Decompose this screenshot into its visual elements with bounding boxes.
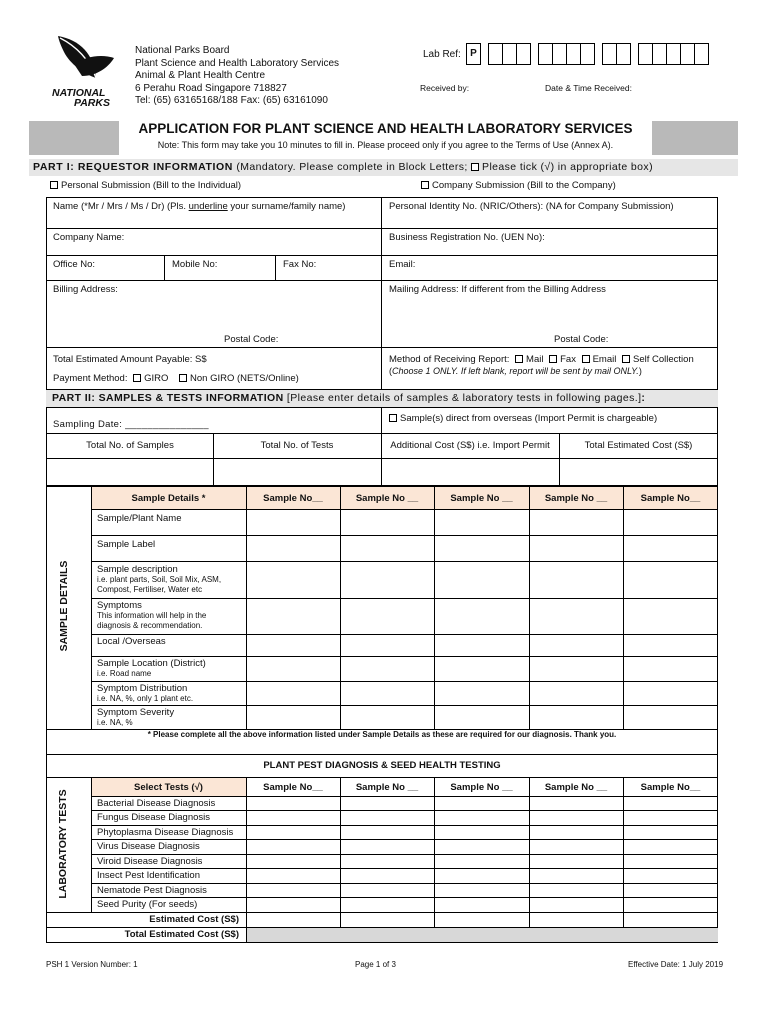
lab-ref-box[interactable]: [552, 43, 567, 65]
lab-ref-box[interactable]: [538, 43, 553, 65]
lab-sample-no-col-1: Sample No__: [263, 782, 323, 793]
test-row-virus: Virus Disease Diagnosis: [97, 841, 200, 852]
title-band-right: [652, 121, 738, 155]
total-cost-shade: [246, 927, 718, 942]
title-band-left: [29, 121, 119, 155]
row-title: Symptoms: [97, 600, 142, 611]
name-field[interactable]: [53, 201, 345, 212]
sample-details-side-label: SAMPLE DETAILS: [58, 560, 70, 652]
total-cost-input[interactable]: [560, 459, 717, 485]
email-label: Email:: [389, 259, 416, 270]
mailing-address-field[interactable]: [389, 284, 606, 295]
additional-cost-header: Additional Cost (S$) i.e. Import Permit: [390, 440, 550, 451]
non-giro-checkbox[interactable]: [179, 374, 187, 382]
org-line: Tel: (65) 63165168/188 Fax: (65) 63161090: [135, 95, 328, 107]
lab-ref-box[interactable]: [638, 43, 653, 65]
test-row-nematode: Nematode Pest Diagnosis: [97, 885, 207, 896]
personal-submission-option[interactable]: [50, 180, 241, 191]
uen-label: Business Registration No. (UEN No):: [389, 232, 545, 243]
checkbox-icon: [471, 163, 479, 171]
report-method-row: [389, 354, 694, 365]
organization-address: [135, 45, 339, 108]
office-no-label: Office No:: [53, 259, 96, 270]
form-note: Note: This form may take you 10 minutes to fill in. Please proceed only if you agree to the Terms of Use (Annex A).: [157, 140, 614, 150]
giro-label: GIRO: [144, 373, 169, 384]
footer-version: PSH 1 Version Number: 1: [46, 960, 138, 969]
row-hint: This information will help in the: [97, 611, 207, 620]
lab-ref-prefix-box: P: [466, 43, 481, 65]
nric-label: Personal Identity No. (NRIC/Others): (NA for Company Submission): [389, 201, 674, 212]
sampling-date-field[interactable]: Sampling Date: _______________: [53, 419, 209, 430]
symptom-distribution-label: [97, 683, 193, 704]
total-payable-label: Total Estimated Amount Payable: S$: [53, 354, 207, 365]
org-line: Plant Science and Health Laboratory Services: [135, 57, 340, 69]
total-estimated-cost-label: Total Estimated Cost (S$): [124, 929, 239, 940]
sample-no-col-4: Sample No __: [544, 493, 608, 504]
lab-sample-no-col-4: Sample No __: [544, 782, 608, 793]
lab-sample-no-col-3: Sample No __: [450, 782, 513, 793]
row-hint: i.e. plant parts, Soil, Soil Mix, ASM,: [97, 575, 222, 584]
lab-ref-box[interactable]: [602, 43, 617, 65]
lab-sample-no-col-2: Sample No __: [355, 782, 419, 793]
lab-ref-box[interactable]: [666, 43, 681, 65]
svg-text:NATIONAL: NATIONAL: [52, 87, 106, 99]
self-collection-label: Self Collection: [633, 354, 694, 365]
personal-submission-label: Personal Submission (Bill to the Individual): [61, 180, 242, 191]
part2-heading-bar: [46, 390, 718, 407]
payment-method-label: Payment Method:: [53, 373, 128, 384]
part2-heading: PART II: SAMPLES & TESTS INFORMATION: [52, 392, 284, 404]
overseas-label: Sample(s) direct from overseas (Import Permit is chargeable): [400, 413, 658, 424]
row-hint: diagnosis & recommendation.: [97, 620, 203, 630]
row-hint: Compost, Fertiliser, Water etc: [97, 584, 203, 594]
additional-cost-input[interactable]: [382, 459, 559, 485]
billing-postal-code-label: Postal Code:: [224, 334, 279, 345]
org-line: National Parks Board: [135, 45, 230, 56]
email-option-label: Email: [592, 354, 617, 365]
part2-instruction: [Please enter details of samples & laboratory tests in following pages.]: [286, 392, 642, 404]
lab-ref-box[interactable]: [580, 43, 595, 65]
lab-ref-box[interactable]: [652, 43, 667, 65]
billing-address-label: Billing Address:: [53, 284, 118, 295]
test-row-bacterial: Bacterial Disease Diagnosis: [97, 798, 216, 809]
lab-ref-box[interactable]: [516, 43, 531, 65]
report-note-close: ): [638, 366, 642, 376]
symptoms-label: [97, 600, 206, 630]
row-title: Symptom Severity: [97, 707, 175, 718]
select-tests-header: Select Tests (√): [134, 782, 203, 793]
row-hint: i.e. NA, %: [97, 718, 133, 727]
mail-label: Mail: [526, 354, 544, 365]
row-hint: i.e. Road name: [97, 669, 152, 678]
part1-instruction-tick: Please tick (√) in appropriate box): [482, 161, 653, 173]
lab-ref-box[interactable]: [566, 43, 581, 65]
fax-no-field[interactable]: [283, 259, 316, 270]
email-field[interactable]: [389, 259, 415, 270]
name-label-underline: underline: [188, 201, 228, 212]
row-title: Sample description: [97, 564, 178, 575]
billing-address-field[interactable]: [53, 284, 118, 295]
sample-label-label: Sample Label: [97, 539, 156, 550]
giro-checkbox[interactable]: [133, 374, 141, 382]
total-cost-header: Total Estimated Cost (S$): [584, 440, 693, 451]
form-title: APPLICATION FOR PLANT SCIENCE AND HEALTH LABORATORY SERVICES: [138, 121, 633, 136]
part1-heading-bar: [29, 159, 738, 176]
org-line: 6 Perahu Road Singapore 718827: [135, 82, 287, 94]
row-title: Sample Location (District): [97, 658, 206, 669]
overseas-checkbox[interactable]: [389, 414, 397, 422]
mobile-no-field[interactable]: [172, 259, 217, 270]
lab-tests-section-title: PLANT PEST DIAGNOSIS & SEED HEALTH TESTING: [263, 760, 501, 771]
office-no-field[interactable]: [53, 259, 95, 270]
mailing-address-label: Mailing Address: If different from the Billing Address: [389, 284, 606, 295]
date-time-received-label: Date & Time Received:: [545, 83, 632, 93]
sample-description-label: [97, 564, 221, 594]
personal-submission-checkbox[interactable]: [50, 181, 58, 189]
email-checkbox[interactable]: [582, 355, 590, 363]
lab-ref-box[interactable]: [680, 43, 695, 65]
fax-no-label: Fax No:: [283, 259, 317, 270]
name-label: Name (*Mr / Mrs / Ms / Dr) (Pls.: [53, 201, 189, 212]
test-row-seed-purity: Seed Purity (For seeds): [97, 899, 198, 910]
report-note-text: Choose 1 ONLY. If left blank, report will be sent by mail ONLY.: [392, 366, 639, 376]
estimated-cost-label: Estimated Cost (S$): [149, 914, 239, 925]
uen-field[interactable]: [389, 232, 545, 243]
footer-page-number: Page 1 of 3: [355, 960, 396, 969]
lab-tests-side-label: LABORATORY TESTS: [57, 789, 69, 899]
test-row-phytoplasma: Phytoplasma Disease Diagnosis: [97, 827, 234, 838]
test-row-viroid: Viroid Disease Diagnosis: [97, 856, 203, 867]
sample-no-col-3: Sample No __: [450, 493, 513, 504]
sample-no-col-5: Sample No__: [640, 493, 701, 504]
test-row-insect: Insect Pest Identification: [97, 870, 200, 881]
part1-heading: PART I: REQUESTOR INFORMATION: [33, 161, 233, 173]
total-samples-header: Total No. of Samples: [86, 440, 174, 451]
overseas-option[interactable]: [389, 413, 657, 424]
sample-location-label: [97, 658, 206, 679]
lab-ref-boxes[interactable]: [466, 43, 708, 65]
mail-checkbox[interactable]: [515, 355, 523, 363]
sample-plant-name-label: Sample/Plant Name: [97, 513, 182, 524]
row-hint: i.e. NA, %, only 1 plant etc.: [97, 694, 194, 703]
nric-field[interactable]: [389, 201, 674, 212]
sample-no-col-1: Sample No__: [263, 493, 323, 504]
report-note-open: (: [389, 366, 392, 376]
fax-checkbox[interactable]: [549, 355, 557, 363]
lab-ref-label: Lab Ref:: [423, 49, 461, 60]
company-name-field[interactable]: [53, 232, 124, 243]
lab-ref-box[interactable]: [616, 43, 631, 65]
test-row-fungus: Fungus Disease Diagnosis: [97, 812, 211, 823]
total-tests-input[interactable]: [214, 459, 381, 485]
row-title: Symptom Distribution: [97, 683, 188, 694]
sample-no-col-2: Sample No __: [355, 493, 419, 504]
total-tests-header: Total No. of Tests: [260, 440, 334, 451]
non-giro-label: Non GIRO (NETS/Online): [190, 373, 299, 384]
sample-details-header: Sample Details *: [131, 493, 206, 504]
part1-instruction: (Mandatory. Please complete in Block Letters;: [236, 161, 472, 173]
sample-details-footnote: * Please complete all the above information listed under Sample Details as these are required for our diagnosis. Thank you.: [147, 730, 617, 739]
part2-colon: :: [641, 392, 646, 404]
company-submission-checkbox[interactable]: [421, 181, 429, 189]
received-by-label: Received by:: [420, 83, 470, 93]
report-method-note: [389, 366, 642, 376]
mailing-postal-code-label: Postal Code:: [554, 334, 609, 345]
self-collection-checkbox[interactable]: [622, 355, 630, 363]
report-method-label: Method of Receiving Report:: [389, 354, 510, 365]
symptom-severity-label: [97, 707, 174, 728]
fax-label: Fax: [560, 354, 576, 365]
lab-ref-box[interactable]: [502, 43, 517, 65]
name-label-end: your surname/family name): [227, 201, 346, 212]
company-submission-option[interactable]: [421, 180, 616, 191]
local-overseas-label: Local /Overseas: [97, 636, 166, 647]
mobile-no-label: Mobile No:: [172, 259, 218, 270]
svg-text:PARKS: PARKS: [74, 97, 110, 108]
company-name-label: Company Name:: [53, 232, 125, 243]
org-line: Animal & Plant Health Centre: [135, 70, 266, 82]
company-submission-label: Company Submission (Bill to the Company): [432, 180, 616, 191]
footer-effective-date: Effective Date: 1 July 2019: [628, 960, 724, 969]
national-parks-logo: [50, 34, 116, 108]
lab-ref-box[interactable]: [694, 43, 709, 65]
total-samples-input[interactable]: [47, 459, 213, 485]
lab-ref-box[interactable]: [488, 43, 503, 65]
lab-sample-no-col-5: Sample No__: [640, 782, 701, 793]
payment-method-row: [53, 373, 299, 384]
